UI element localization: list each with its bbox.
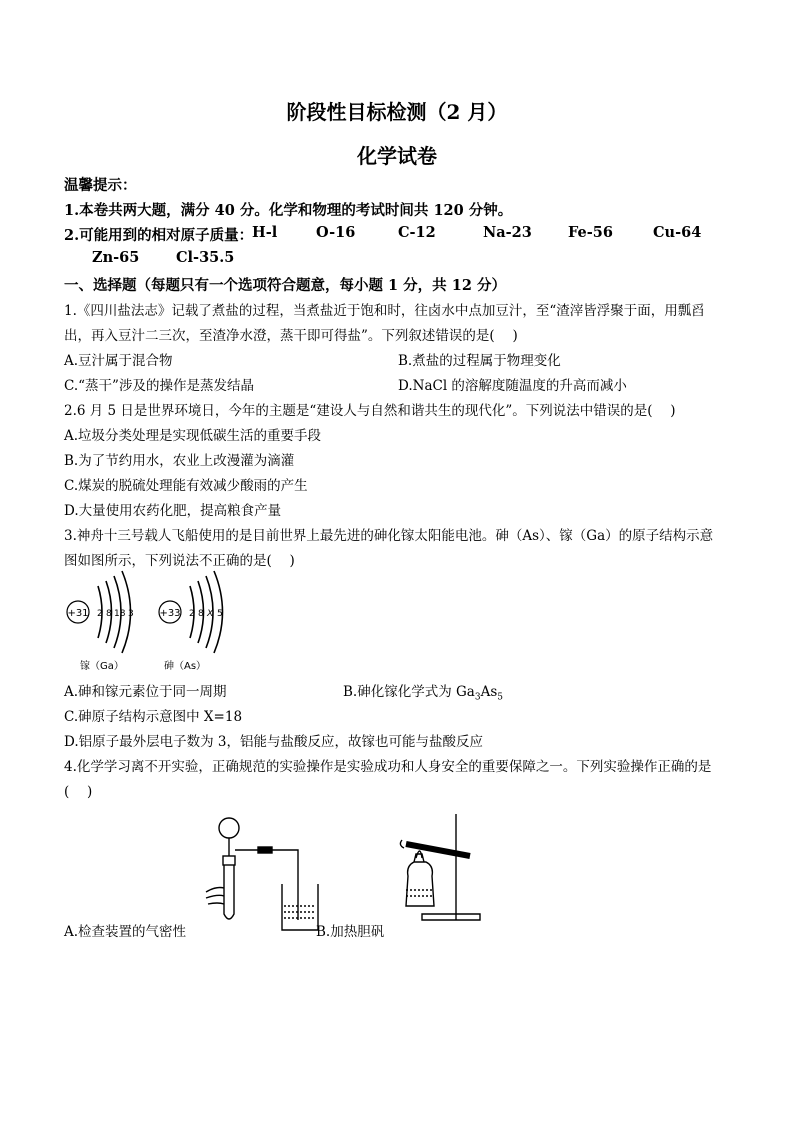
notice-heading: 温馨提示： <box>64 177 137 194</box>
q3-option-b: B.砷化镓化学式为 $Ga_3As_5$ <box>343 684 503 703</box>
q4-stem-line1: 4.化学学习离不开实验，正确规范的实验操作是实验成功和人身安全的重要保障之一。下列实验操作正确的是 <box>64 759 712 775</box>
element-na: Na-23 <box>483 224 532 241</box>
as-nucleus-label: +33 <box>159 608 181 619</box>
as-caption: 砷（As） <box>164 661 207 672</box>
hand-icon <box>206 888 224 905</box>
q4-option-a: A.检查装置的气密性 <box>64 924 187 940</box>
q2-option-a: A.垃圾分类处理是实现低碳生活的重要手段 <box>64 428 322 444</box>
ga-shell-1: 2 <box>97 609 103 619</box>
q4-option-b: B.加热胆矾 <box>316 924 385 940</box>
as-shell-2: 8 <box>198 609 204 619</box>
funnel-bulb-icon <box>219 818 239 838</box>
element-h: H-l <box>252 224 278 241</box>
notice-item-2: 2.可能用到的相对原子质量： <box>64 227 254 244</box>
q1-stem-line1: 1.《四川盐法志》记载了煮盐的过程，当煮盐近于饱和时，往卤水中点加豆汁，至“渣滓皆浮聚于面，用瓢舀 <box>64 303 705 319</box>
alcohol-lamp-icon <box>406 862 434 906</box>
q3-stem-line2: 图如图所示，下列说法不正确的是( ) <box>64 553 295 569</box>
q3-option-c: C.砷原子结构示意图中 X=18 <box>64 709 243 725</box>
element-cu: Cu-64 <box>653 224 702 241</box>
element-cl: Cl-35.5 <box>176 249 235 266</box>
notice-item-1: 1.本卷共两大题，满分 40 分。化学和物理的考试时间共 120 分钟。 <box>64 202 513 219</box>
q1-option-a: A.豆汁属于混合物 <box>64 353 173 369</box>
test-tube-icon <box>224 865 234 919</box>
q3-stem-line1: 3.神舟十三号载人飞船使用的是目前世界上最先进的砷化镓太阳能电池。砷（As）、镓（Ga）的原子结构示意 <box>64 528 714 544</box>
heating-apparatus <box>388 810 488 930</box>
beaker-icon <box>282 884 318 930</box>
ga-shell-2: 8 <box>106 609 112 619</box>
q2-option-d: D.大量使用农药化肥，提高粮食产量 <box>64 503 282 519</box>
ga-shell-4: 3 <box>128 609 134 619</box>
ga-shell-3: 18 <box>114 609 126 619</box>
q1-stem-line2: 出，再入豆汁二三次，至渣净水澄，蒸干即可得盐”。下列叙述错误的是( ) <box>64 328 518 344</box>
airtightness-apparatus <box>200 812 325 937</box>
as-shell-3: X <box>207 609 214 619</box>
ga-nucleus-label: +31 <box>67 608 89 619</box>
atomic-structure-diagram <box>64 568 234 674</box>
ga-caption: 镓（Ga） <box>80 661 124 672</box>
q2-option-b: B.为了节约用水，农业上改漫灌为滴灌 <box>64 453 295 469</box>
q2-option-c: C.煤炭的脱硫处理能有效减少酸雨的产生 <box>64 478 308 494</box>
q4-stem-line2: ( ) <box>64 784 93 800</box>
q2-stem: 2.6 月 5 日是世界环境日，今年的主题是“建设人与自然和谐共生的现代化”。下列说法中错误的是( ) <box>64 403 676 419</box>
element-c: C-12 <box>398 224 436 241</box>
element-zn: Zn-65 <box>92 249 140 266</box>
q3-option-a: A.砷和镓元素位于同一周期 <box>64 684 227 700</box>
q1-option-d: D.NaCl 的溶解度随温度的升高而减小 <box>398 378 627 394</box>
q1-option-c: C.“蒸干”涉及的操作是蒸发结晶 <box>64 378 254 394</box>
page-title: 阶段性目标检测（2 月） <box>286 100 508 124</box>
q3-option-d: D.铝原子最外层电子数为 3，铝能与盐酸反应，故镓也可能与盐酸反应 <box>64 734 484 750</box>
as-shell-4: 5 <box>217 609 223 619</box>
element-o: O-16 <box>316 224 356 241</box>
page-subtitle: 化学试卷 <box>357 144 437 168</box>
as-shell-1: 2 <box>189 609 195 619</box>
q1-option-b: B.煮盐的过程属于物理变化 <box>398 353 561 369</box>
element-fe: Fe-56 <box>568 224 613 241</box>
section-heading: 一、选择题（每题只有一个选项符合题意，每小题 1 分，共 12 分） <box>64 277 506 294</box>
